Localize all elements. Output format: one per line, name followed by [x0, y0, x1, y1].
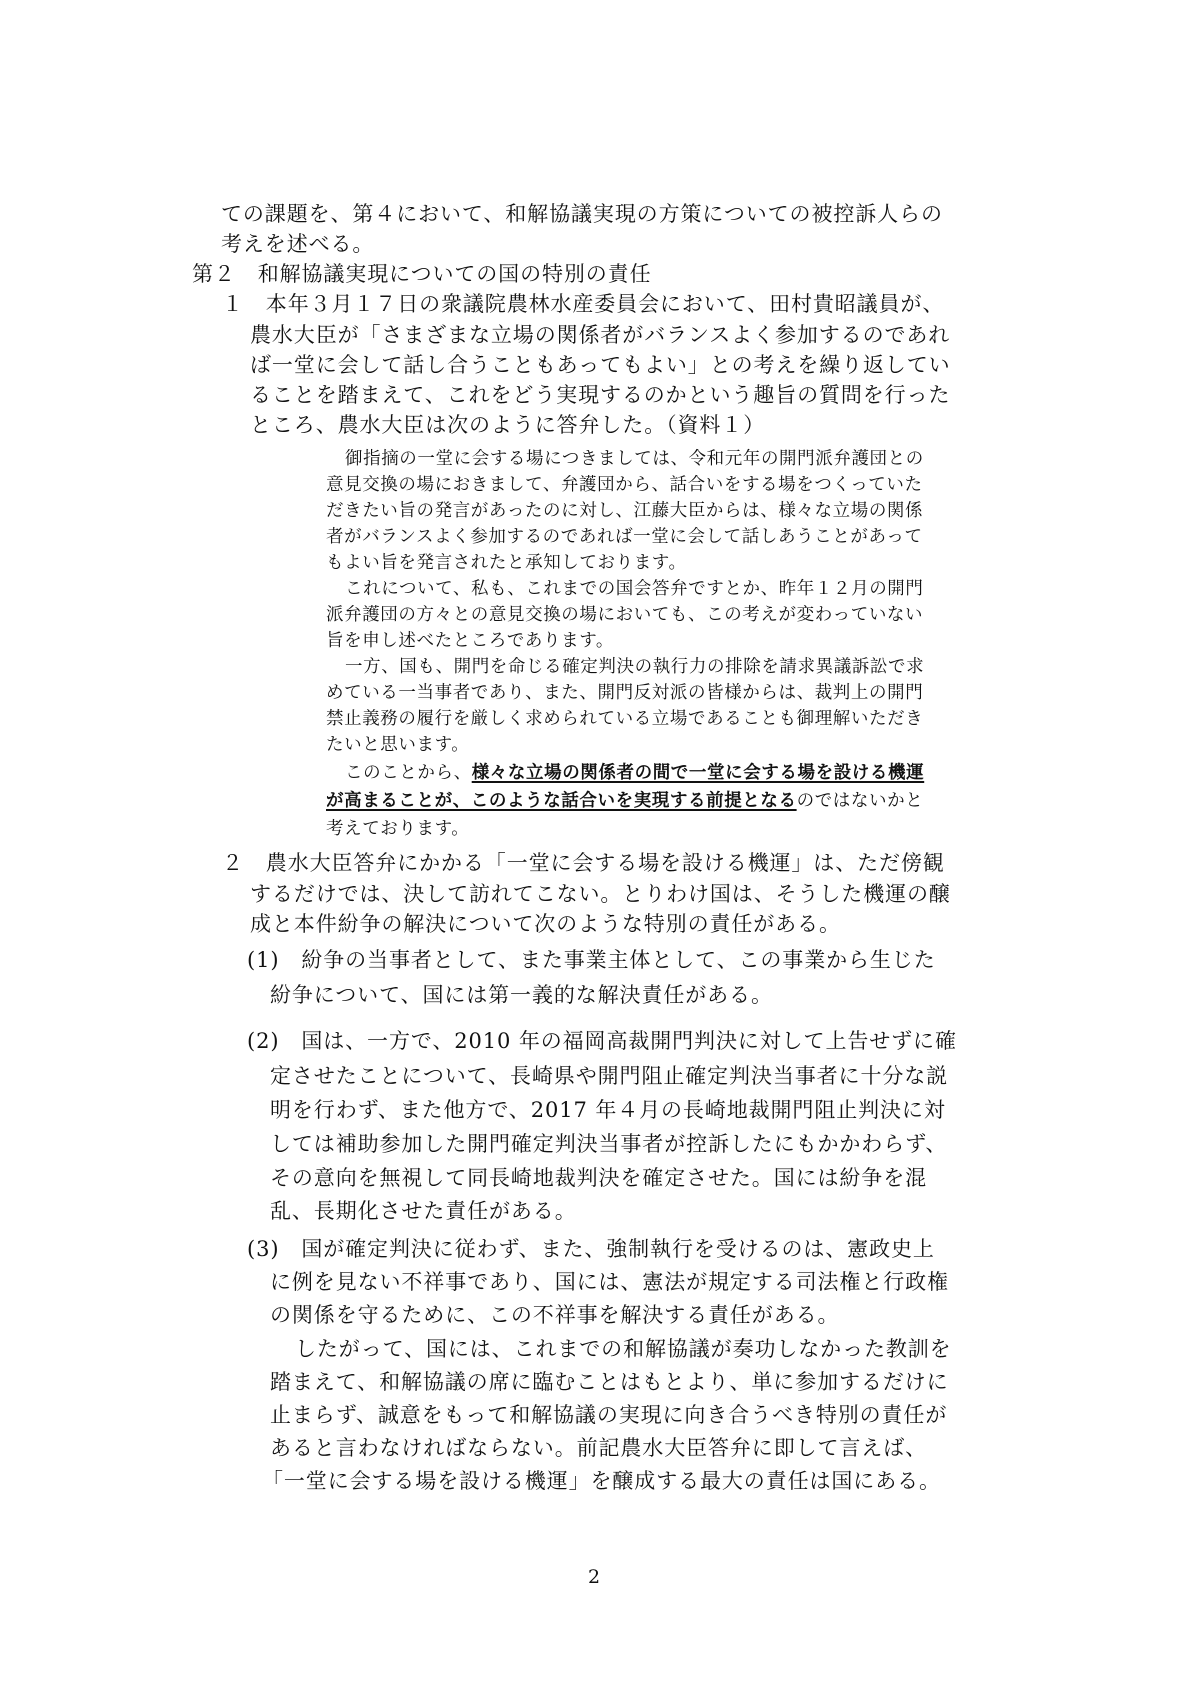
sub2-line: 定させたことについて、長崎県や開門阻止確定判決当事者に十分な説: [270, 1064, 949, 1088]
conclusion-line: 「一堂に会する場を設ける機運」を醸成する最大の責任は国にある。: [262, 1469, 941, 1493]
sub1-line: 紛争について、国には第一義的な解決責任がある。: [270, 983, 773, 1007]
sub3-line: に例を見ない不祥事であり、国には、憲法が規定する司法権と行政権: [270, 1270, 949, 1294]
quote-line: だきたい旨の発言があったのに対し、江藤大臣からは、様々な立場の関係: [326, 501, 924, 521]
quote-line: 一方、国も、開門を命じる確定判決の執行力の排除を請求異議訴訟で求: [345, 657, 925, 677]
conclusion-line: したがって、国には、これまでの和解協議が奏功しなかった教訓を: [295, 1337, 952, 1361]
underlined-emphasis: 様々な立場の関係者の間で一堂に会する場を設ける機運: [471, 763, 925, 783]
quote-line: これについて、私も、これまでの国会答弁ですとか、昨年１２月の開門: [345, 579, 924, 599]
conclusion-line: 止まらず、誠意をもって和解協議の実現に向き合うべき特別の責任が: [270, 1403, 948, 1427]
quote-line: 意見交換の場におきまして、弁護団から、話合いをする場をつくっていた: [326, 475, 923, 495]
item2-line: 成と本件紛争の解決について次のような特別の責任がある。: [250, 912, 841, 936]
item1-line: 農水大臣が「さまざまな立場の関係者がバランスよく参加するのであれ: [250, 323, 951, 347]
quote-line: たいと思います。: [326, 735, 470, 755]
underlined-emphasis: が高まることが、このような話合いを実現する前提となる: [326, 791, 797, 811]
page-number: 2: [588, 1566, 601, 1588]
conclusion-line: 踏まえて、和解協議の席に臨むことはもとより、単に参加するだけに: [270, 1370, 949, 1394]
sub3-line: の関係を守るために、この不祥事を解決する責任がある。: [270, 1303, 840, 1327]
conclusion-line: あると言わなければならない。前記農水大臣答弁に即して言えば、: [270, 1436, 927, 1460]
section-heading: 第２ 和解協議実現についての国の特別の責任: [192, 262, 652, 286]
quote-line: 考えております。: [326, 819, 470, 839]
sub2-line: その意向を無視して同長崎地裁判決を確定させた。国には紛争を混: [270, 1166, 927, 1190]
quote-line-emphasis: [326, 790, 923, 813]
item1-line: ることを踏まえて、これをどう実現するのかという趣旨の質問を行った: [250, 383, 951, 407]
sub2-line: しては補助参加した開門確定判決当事者が控訴したにもかかわらず、: [270, 1132, 948, 1156]
item1-line: ば一堂に会して話し合うこともあってもよい」との考えを繰り返してい: [250, 353, 951, 377]
quote-line: 禁止義務の履行を厳しく求められている立場であることも御理解いただき: [326, 709, 924, 729]
item1-line: １ 本年３月１７日の衆議院農林水産委員会において、田村貴昭議員が、: [222, 292, 945, 316]
quote-line: 御指摘の一堂に会する場につきましては、令和元年の開門派弁護団との: [345, 449, 924, 469]
item1-line: ところ、農水大臣は次のように答弁した。（資料１）: [250, 413, 766, 437]
intro-line: 考えを述べる。: [221, 232, 375, 256]
item2-line: するだけでは、決して訪れてこない。とりわけ国は、そうした機運の醸: [250, 882, 951, 906]
quote-suffix: のではないかと: [796, 791, 924, 811]
sub2-line: 乱、長期化させた責任がある。: [270, 1199, 577, 1223]
quote-line: もよい旨を発言されたと承知しております。: [326, 553, 687, 573]
sub3-line: (3) 国が確定判決に従わず、また、強制執行を受けるのは、憲政史上: [247, 1237, 935, 1261]
item2-line: ２ 農水大臣答弁にかかる「一堂に会する場を設ける機運」は、ただ傍観: [222, 851, 945, 875]
quote-line: 旨を申し述べたところであります。: [326, 631, 615, 651]
quote-prefix: このことから、: [345, 763, 472, 783]
sub2-line: (2) 国は、一方で、2010 年の福岡高裁開門判決に対して上告せずに確: [247, 1029, 957, 1053]
quote-line: 派弁護団の方々との意見交換の場においても、この考えが変わっていない: [326, 605, 924, 625]
quote-line-emphasis: [345, 762, 924, 785]
quote-line: めている一当事者であり、また、開門反対派の皆様からは、裁判上の開門: [326, 683, 924, 703]
sub1-line: (1) 紛争の当事者として、また事業主体として、この事業から生じた: [247, 948, 936, 972]
quote-line: 者がバランスよく参加するのであれば一堂に会して話しあうことがあって: [326, 527, 923, 547]
sub2-line: 明を行わず、また他方で、2017 年４月の長崎地裁開門阻止判決に対: [270, 1098, 946, 1122]
intro-line: ての課題を、第４において、和解協議実現の方策についての被控訴人らの: [221, 202, 943, 226]
